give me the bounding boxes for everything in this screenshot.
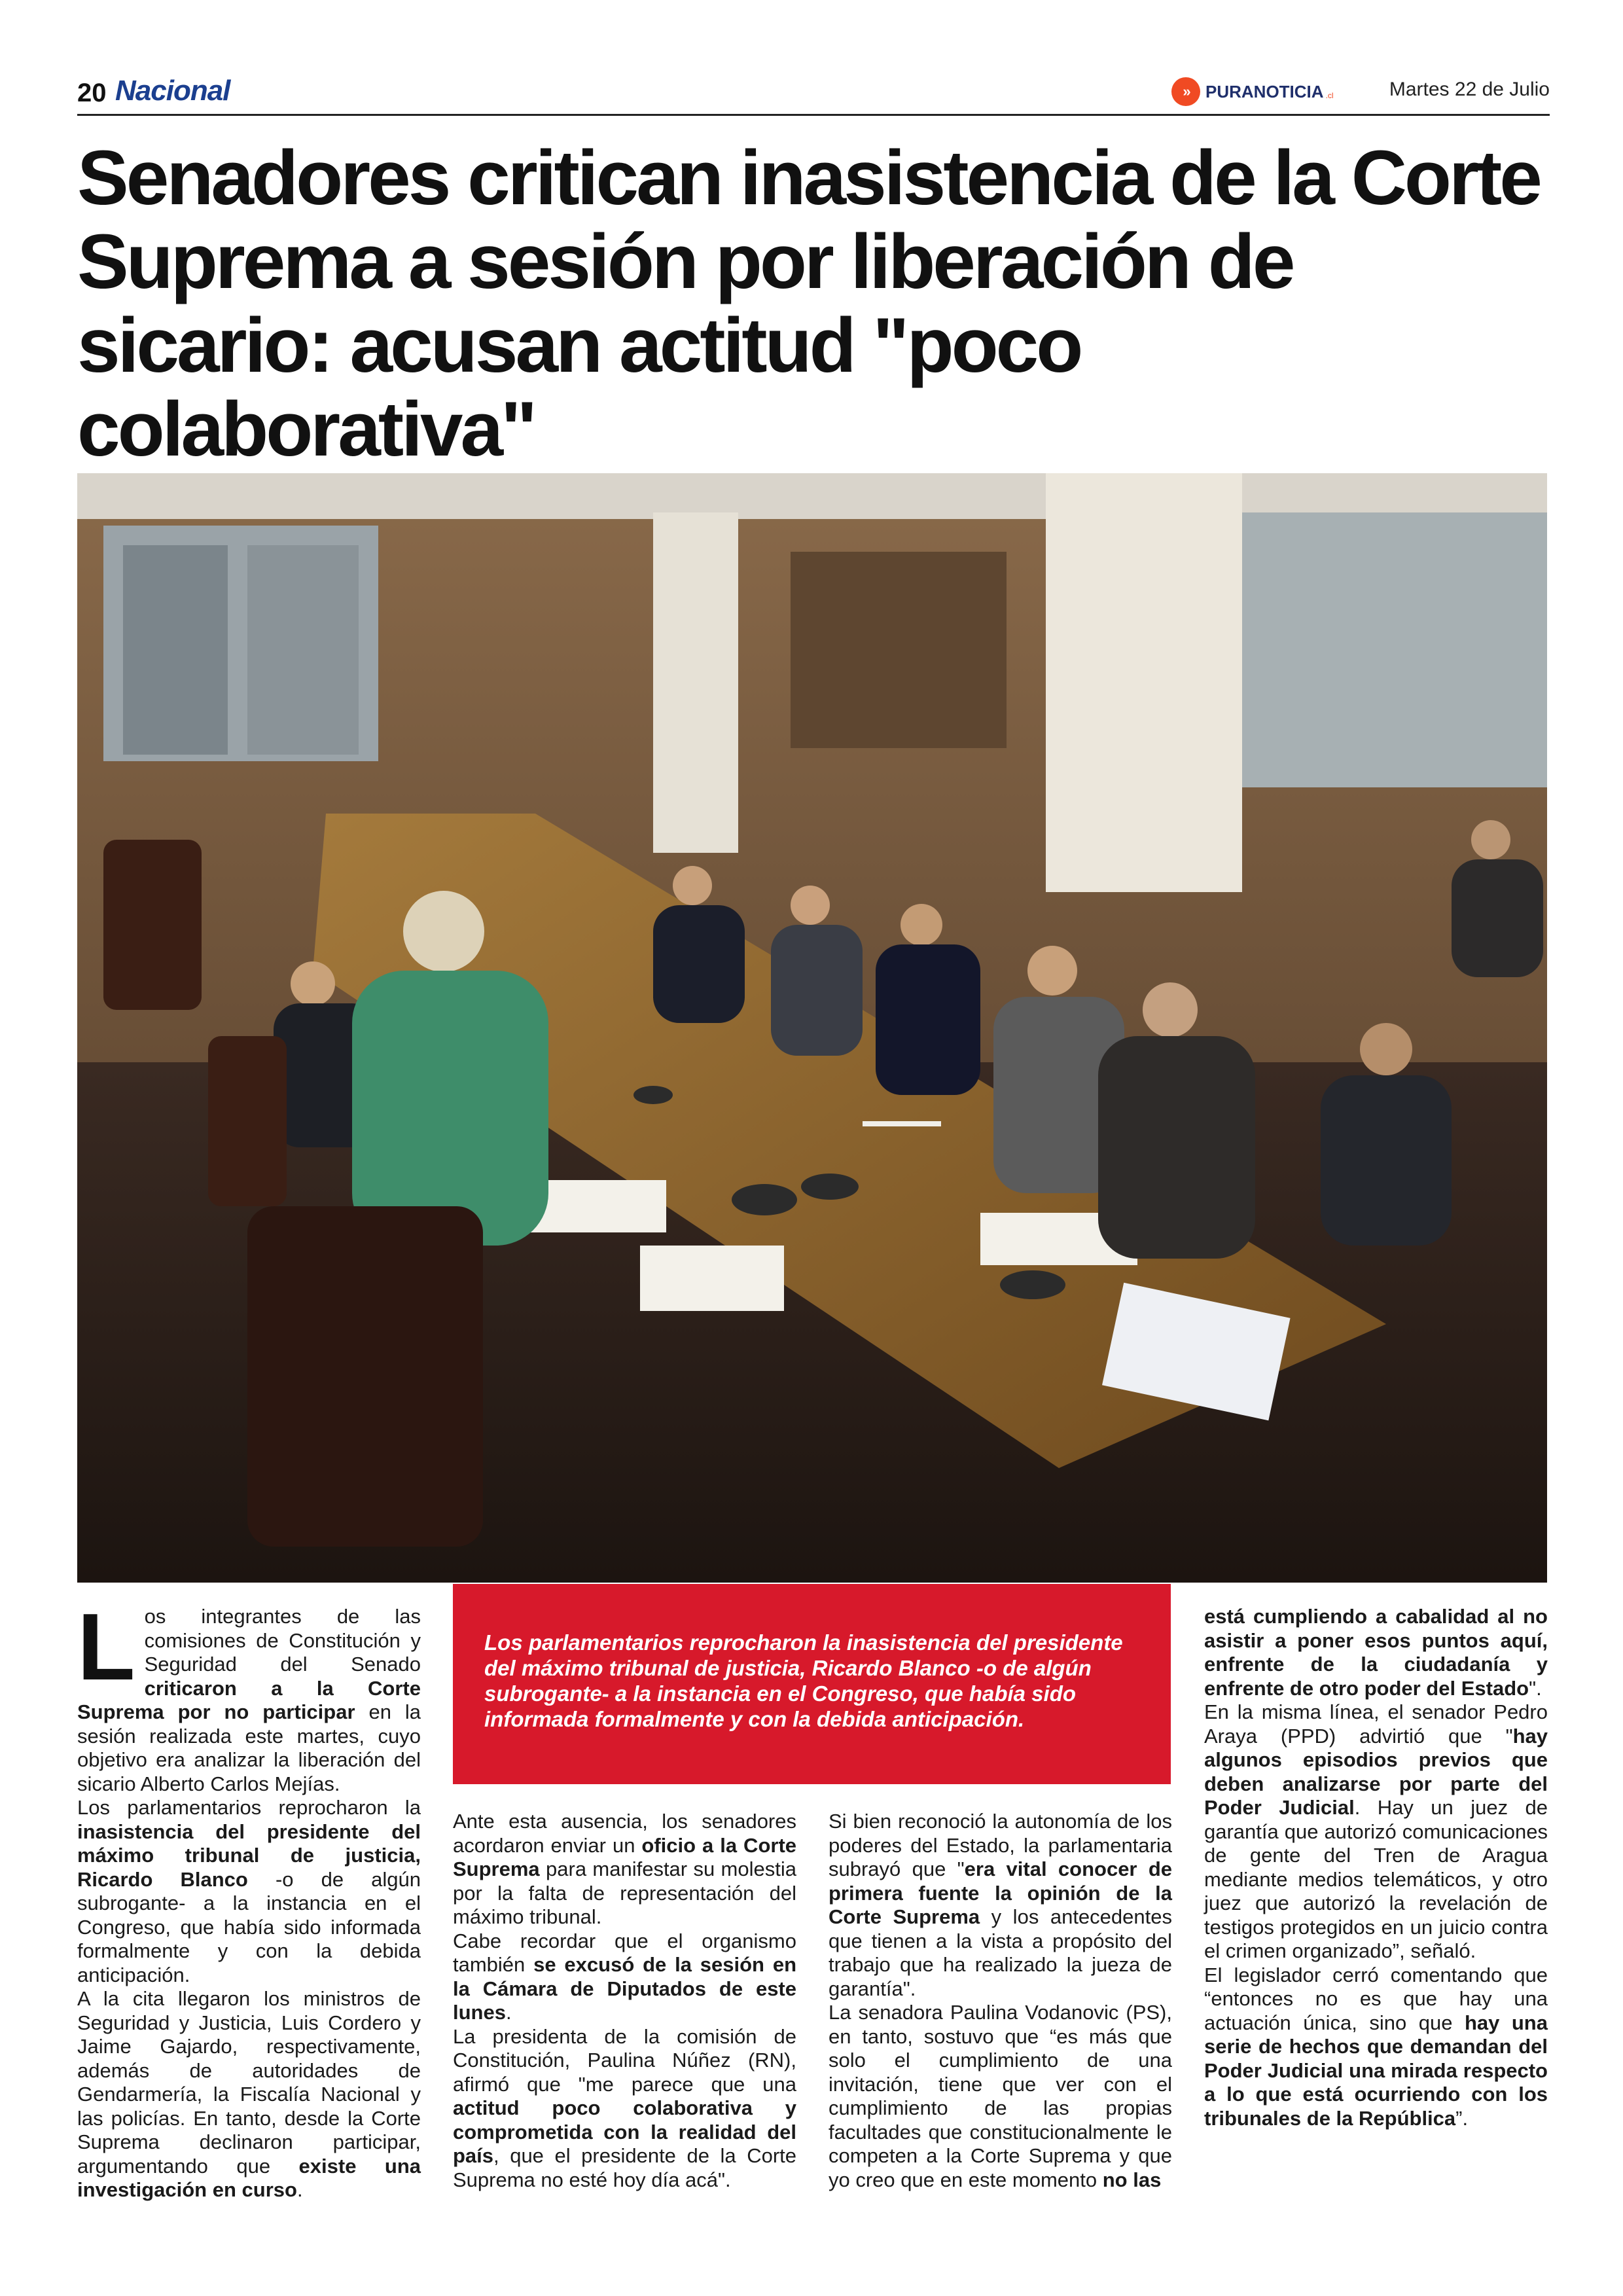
text-run: -o de algún subrogante- a la instancia en el Congreso, que había sido informada formalmente y con la debida anticipación. — [77, 1867, 421, 1986]
page-header — [77, 71, 1550, 116]
text-column-1 — [77, 1594, 421, 2202]
text-run: y los antecedentes que tienen a la vista a propósito del trabajo que ha realizado la jueza de garantía". — [829, 1905, 1172, 2000]
logo-arrows-icon: » — [1171, 77, 1200, 106]
text-run: para manifestar su molestia por la falta de representación del máximo tribunal. — [453, 1857, 796, 1928]
text-run: Los parlamentarios reprocharon la — [77, 1796, 421, 1819]
bold-run: no las — [1102, 2168, 1162, 2191]
bold-run: existe una investigación en curso — [77, 2154, 421, 2201]
text-run: . — [505, 2001, 512, 2024]
puranoticia-logo[interactable] — [1171, 77, 1334, 106]
page-number: 20 — [77, 79, 107, 107]
text-run: en la sesión realizada este martes, cuyo objetivo era analizar la liberación del sicario Alberto Carlos Mejías. — [77, 1700, 421, 1795]
article-photo — [77, 473, 1547, 1583]
paragraph — [829, 2001, 1172, 2192]
paragraph — [453, 2025, 796, 2193]
bold-run: oficio a la Corte Suprema — [453, 1833, 797, 1880]
paragraph — [453, 1810, 796, 1929]
text-run: , que el presidente de la Corte Suprema no esté hoy día acá". — [453, 2144, 796, 2191]
paragraph — [453, 1929, 796, 2025]
text-run: . Hay un juez de garantía que autorizó comunicaciones de gente del Tren de Aragua mediante medios telemáticos, y otro juez que autorizó la revelación de testigos protegidos en un juicio contra el crimen organizado”, señaló. — [1204, 1796, 1548, 1962]
bold-run: está cumpliendo a cabalidad al no asistir a poner esos puntos aquí, enfrente de la ciudadanía y enfrente de otro poder del Estado — [1204, 1605, 1548, 1700]
section-name: Nacional — [115, 75, 230, 107]
text-run: En la misma línea, el senador Pedro Araya (PPD) advirtió que " — [1204, 1700, 1548, 1748]
paragraph — [829, 1810, 1172, 2001]
paragraph — [77, 1796, 421, 1987]
bold-run: inasistencia del presidente del máximo tribunal de justicia, Ricardo Blanco — [77, 1820, 421, 1891]
pull-quote-box — [453, 1584, 1171, 1784]
logo-text: PURANOTICIA — [1205, 81, 1324, 101]
drop-cap: L — [77, 1594, 135, 1700]
paragraph — [1204, 1700, 1548, 1964]
text-run: ". — [1529, 1676, 1542, 1700]
text-run: La presidenta de la comisión de Constitución, Paulina Núñez (RN), afirmó que "me parece que una — [453, 2024, 796, 2096]
pull-quote: Los parlamentarios reprocharon la inasistencia del presidente del máximo tribunal de justicia, Ricardo Blanco -o de algún subrogante- a la instancia en el Congreso, que había sido informada formalmente y con la debida anticipación. — [484, 1630, 1123, 1731]
issue-date: Martes 22 de Julio — [1389, 79, 1550, 100]
text-run: Cabe recordar que el organismo también — [453, 1929, 796, 1976]
text-column-4 — [1204, 1605, 1548, 2130]
text-run: Si bien reconoció la autonomía de los poderes del Estado, la parlamentaria subrayó que " — [829, 1810, 1172, 1880]
text-column-2 — [453, 1810, 796, 2192]
text-run: Ante esta ausencia, los senadores acordaron enviar un — [453, 1810, 796, 1857]
text-run: A la cita llegaron los ministros de Seguridad y Justicia, Luis Cordero y Jaime Gajardo, respectivamente, además de autoridades de Gendarmería, la Fiscalía Nacional y las policías. En tanto, desde la Corte Suprema declinaron participar, argumentando que — [77, 1987, 421, 2178]
bold-run: criticaron a la Corte Suprema por no participar — [77, 1676, 421, 1723]
bold-run: actitud poco colaborativa y comprometida con la realidad del país — [453, 2096, 796, 2167]
text-run: os integrantes de las comisiones de Constitución y Seguridad del Senado — [144, 1605, 421, 1676]
bold-run: se excusó de la sesión en la Cámara de Diputados de este lunes — [453, 1953, 797, 2024]
paragraph — [77, 1987, 421, 2202]
paragraph — [77, 1594, 421, 1796]
text-run: El legislador cerró comentando que “entonces no es que hay una actuación única, sino que — [1204, 1963, 1548, 2034]
paragraph — [1204, 1964, 1548, 2131]
meeting-room-photo — [77, 473, 1547, 1583]
paragraph — [1204, 1605, 1548, 1700]
text-run: ”. — [1455, 2106, 1469, 2130]
article-headline: Senadores critican inasistencia de la Corte Suprema a sesión por liberación de sicario: acusan actitud "poco colaborativa" — [77, 135, 1540, 473]
logo-suffix: .cl — [1325, 91, 1334, 100]
text-run: . — [296, 2178, 303, 2201]
text-run: La senadora Paulina Vodanovic (PS), en tanto, sostuvo que “es más que solo el cumplimiento de una invitación, tiene que ver con el cumplimiento de las propias facultades que constitucionalmente le competen a la Corte Suprema y que yo creo que en este momento — [829, 2001, 1172, 2191]
bold-run: era vital conocer de primera fuente la opinión de la Corte Suprema — [829, 1857, 1172, 1928]
bold-run: hay algunos episodios previos que deben analizarse por parte del Poder Judicial — [1204, 1724, 1548, 1819]
bold-run: hay una serie de hechos que demandan del Poder Judicial una mirada respecto a lo que está ocurriendo con los tribunales de la República — [1204, 2011, 1548, 2130]
text-column-3 — [829, 1810, 1172, 2192]
